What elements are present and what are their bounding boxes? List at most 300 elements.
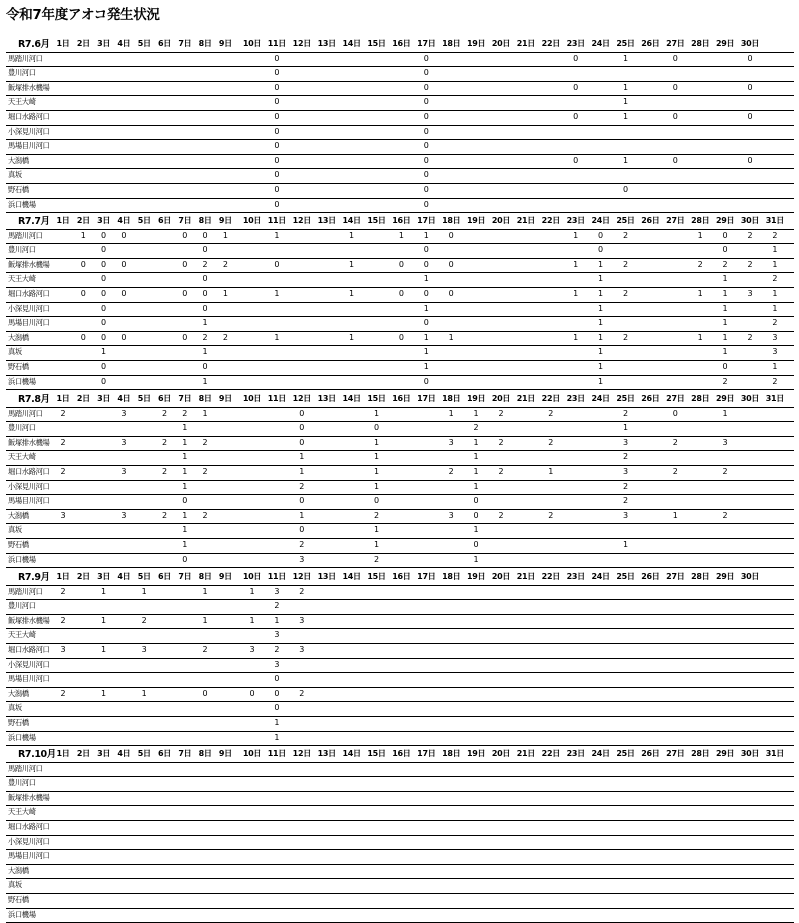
site-name: 飯塚排水機場 — [8, 259, 50, 269]
value-cell: 1 — [373, 539, 380, 549]
value-cell: 0 — [722, 245, 728, 255]
day-header: 13日 — [317, 572, 336, 581]
value-cell: 2 — [622, 481, 629, 491]
value-cell: 1 — [722, 332, 728, 342]
value-cell: 0 — [182, 332, 188, 342]
value-cell: 1 — [182, 452, 188, 462]
day-header: 2日 — [76, 394, 90, 403]
site-name: 大潟橋 — [8, 688, 29, 698]
value-cell: 2 — [299, 481, 305, 491]
month-header-row — [6, 567, 794, 586]
table-row — [6, 111, 794, 126]
day-header: 3日 — [97, 572, 111, 581]
value-cell: 1 — [274, 288, 280, 298]
table-row — [6, 777, 794, 792]
table-row — [6, 481, 794, 496]
value-cell: 1 — [448, 409, 454, 418]
value-cell: 1 — [274, 231, 280, 240]
value-cell: 0 — [299, 525, 305, 535]
table-row — [6, 96, 794, 111]
day-header: 26日 — [641, 572, 660, 581]
value-cell: 0 — [672, 111, 678, 121]
day-header: 10日 — [242, 394, 262, 403]
table-row — [6, 53, 794, 67]
value-cell: 1 — [349, 332, 355, 342]
value-cell: 0 — [182, 259, 188, 269]
value-cell: 1 — [202, 318, 208, 328]
value-cell: 1 — [274, 732, 280, 742]
value-cell: 0 — [274, 82, 280, 92]
day-header: 13日 — [317, 749, 336, 758]
value-cell: 2 — [161, 409, 168, 418]
month-header-row — [6, 744, 794, 763]
value-cell: 0 — [101, 303, 107, 313]
table-row — [6, 437, 794, 452]
value-cell: 1 — [772, 245, 778, 255]
table-row — [6, 763, 794, 777]
value-cell: 2 — [141, 615, 147, 625]
value-cell: 2 — [202, 332, 208, 342]
day-header: 1日 — [56, 749, 70, 758]
value-cell: 2 — [202, 466, 208, 476]
value-cell: 0 — [101, 231, 107, 240]
day-header: 10日 — [242, 216, 262, 225]
value-cell: 0 — [101, 274, 107, 284]
value-cell: 0 — [101, 259, 107, 269]
value-cell: 1 — [722, 318, 728, 328]
day-header: 26日 — [641, 749, 660, 758]
value-cell: 1 — [548, 466, 554, 476]
month-table — [6, 389, 794, 568]
value-cell: 2 — [772, 231, 778, 240]
value-cell: 0 — [202, 688, 208, 698]
day-header: 31日 — [765, 394, 784, 403]
page-title: 令和7年度アオコ発生状況 — [6, 7, 160, 23]
value-cell: 0 — [202, 361, 208, 371]
table-row — [6, 688, 794, 703]
day-header: 11日 — [267, 749, 286, 758]
value-cell: 3 — [249, 644, 255, 654]
table-row — [6, 422, 794, 437]
value-cell: 1 — [182, 437, 188, 447]
value-cell: 0 — [423, 141, 429, 151]
value-cell: 1 — [101, 688, 107, 698]
day-header: 8日 — [198, 39, 212, 48]
value-cell: 0 — [274, 703, 280, 713]
site-name: 飯塚排水機場 — [8, 615, 50, 625]
day-header: 3日 — [97, 394, 111, 403]
value-cell: 1 — [182, 539, 188, 549]
site-name: 豊川河口 — [8, 423, 36, 433]
value-cell: 1 — [473, 409, 479, 418]
value-cell: 0 — [274, 199, 280, 209]
value-cell: 1 — [697, 288, 703, 298]
table-row — [6, 629, 794, 644]
site-name: 馬踏川河口 — [8, 764, 43, 773]
value-cell: 3 — [622, 437, 629, 447]
day-header: 17日 — [417, 749, 436, 758]
value-cell: 0 — [299, 496, 305, 506]
day-header: 24日 — [591, 394, 610, 403]
value-cell: 0 — [423, 155, 429, 165]
value-cell: 0 — [423, 199, 429, 209]
day-header: 26日 — [641, 39, 660, 48]
value-cell: 1 — [722, 288, 728, 298]
value-cell: 1 — [202, 615, 208, 625]
value-cell: 1 — [722, 303, 728, 313]
value-cell: 1 — [274, 717, 280, 727]
value-cell: 1 — [274, 332, 280, 342]
table-row — [6, 554, 794, 569]
day-header: 27日 — [666, 39, 685, 48]
day-header: 22日 — [541, 394, 560, 403]
site-name: 天王大崎 — [8, 274, 36, 284]
value-cell: 1 — [473, 554, 479, 564]
value-cell: 1 — [722, 409, 728, 418]
day-header: 24日 — [591, 749, 610, 758]
value-cell: 0 — [101, 245, 107, 255]
month-header-row — [6, 211, 794, 230]
value-cell: 0 — [121, 288, 127, 298]
value-cell: 0 — [423, 68, 429, 78]
value-cell: 3 — [299, 644, 305, 654]
value-cell: 0 — [473, 539, 479, 549]
day-header: 27日 — [666, 394, 685, 403]
value-cell: 2 — [772, 274, 778, 284]
value-cell: 2 — [161, 510, 168, 520]
day-header: 21日 — [516, 394, 535, 403]
value-cell: 1 — [299, 510, 305, 520]
day-header: 25日 — [616, 394, 635, 403]
day-header: 29日 — [715, 749, 735, 758]
value-cell: 0 — [101, 288, 107, 298]
value-cell: 3 — [274, 659, 280, 669]
value-cell: 0 — [80, 332, 86, 342]
day-header: 15日 — [367, 39, 386, 48]
day-header: 5日 — [137, 394, 151, 403]
value-cell: 0 — [274, 54, 280, 63]
value-cell: 3 — [622, 466, 629, 476]
day-header: 12日 — [292, 572, 311, 581]
site-name: 野石橋 — [8, 894, 29, 904]
site-name: 馬場目川河口 — [8, 496, 50, 506]
day-header: 5日 — [137, 572, 151, 581]
site-name: 馬場目川河口 — [8, 141, 50, 151]
table-row — [6, 317, 794, 332]
site-name: 浜口機場 — [8, 376, 36, 386]
value-cell: 0 — [398, 288, 404, 298]
day-header: 18日 — [442, 216, 461, 225]
value-cell: 1 — [249, 615, 255, 625]
value-cell: 2 — [274, 644, 280, 654]
day-header: 15日 — [367, 572, 386, 581]
day-header: 30日 — [740, 749, 760, 758]
value-cell: 1 — [373, 452, 380, 462]
table-row — [6, 510, 794, 525]
site-name: 天王大崎 — [8, 630, 36, 640]
value-cell: 2 — [747, 231, 753, 240]
site-name: 浜口機場 — [8, 199, 36, 209]
value-cell: 1 — [101, 644, 107, 654]
table-row — [6, 126, 794, 141]
table-row — [6, 865, 794, 880]
day-header: 1日 — [56, 572, 70, 581]
day-header: 17日 — [417, 216, 436, 225]
value-cell: 0 — [274, 97, 280, 107]
value-cell: 1 — [423, 231, 429, 240]
value-cell: 1 — [598, 318, 604, 328]
value-cell: 2 — [448, 466, 454, 476]
value-cell: 2 — [161, 466, 168, 476]
site-name: 野石橋 — [8, 539, 29, 549]
month-label: R7.9月 — [18, 572, 50, 583]
day-header: 18日 — [442, 39, 461, 48]
site-name: 豊川河口 — [8, 778, 36, 788]
value-cell: 0 — [423, 184, 429, 194]
value-cell: 1 — [722, 347, 728, 357]
value-cell: 3 — [622, 510, 629, 520]
day-header: 7日 — [178, 39, 192, 48]
table-row — [6, 702, 794, 717]
day-header: 21日 — [516, 39, 535, 48]
day-header: 10日 — [242, 572, 262, 581]
site-name: 馬場目川河口 — [8, 674, 50, 684]
table-row — [6, 659, 794, 674]
day-header: 24日 — [591, 572, 610, 581]
day-header: 2日 — [76, 39, 90, 48]
value-cell: 0 — [182, 496, 188, 506]
day-header: 3日 — [97, 749, 111, 758]
day-header: 14日 — [342, 572, 361, 581]
value-cell: 1 — [722, 274, 728, 284]
value-cell: 1 — [423, 332, 429, 342]
site-name: 浜口機場 — [8, 554, 36, 564]
value-cell: 1 — [772, 288, 778, 298]
value-cell: 1 — [222, 231, 228, 240]
value-cell: 2 — [747, 332, 753, 342]
value-cell: 2 — [622, 332, 629, 342]
day-header: 2日 — [76, 216, 90, 225]
table-row — [6, 451, 794, 466]
day-header: 10日 — [242, 749, 262, 758]
value-cell: 0 — [672, 409, 678, 418]
value-cell: 2 — [772, 376, 778, 386]
value-cell: 1 — [299, 452, 305, 462]
value-cell: 1 — [349, 288, 355, 298]
day-header: 8日 — [198, 216, 212, 225]
site-name: 堀口水路河口 — [8, 821, 50, 831]
day-header: 24日 — [591, 216, 610, 225]
value-cell: 2 — [722, 510, 728, 520]
site-name: 豊川河口 — [8, 245, 36, 255]
value-cell: 2 — [60, 437, 66, 447]
value-cell: 1 — [373, 437, 380, 447]
value-cell: 1 — [182, 466, 188, 476]
table-row — [6, 184, 794, 199]
value-cell: 1 — [598, 376, 604, 386]
day-header: 12日 — [292, 394, 311, 403]
day-header: 19日 — [466, 216, 486, 225]
site-name: 真坂 — [8, 347, 22, 357]
site-name: 大潟橋 — [8, 332, 29, 342]
site-name: 真坂 — [8, 703, 22, 713]
value-cell: 0 — [249, 688, 255, 698]
day-header: 18日 — [442, 394, 461, 403]
day-header: 14日 — [342, 394, 361, 403]
value-cell: 1 — [423, 361, 429, 371]
day-header: 30日 — [740, 216, 760, 225]
day-header: 31日 — [765, 216, 784, 225]
table-row — [6, 155, 794, 170]
day-header: 22日 — [541, 572, 560, 581]
table-row — [6, 894, 794, 909]
value-cell: 0 — [423, 318, 429, 328]
table-row — [6, 821, 794, 836]
value-cell: 0 — [202, 303, 208, 313]
table-row — [6, 346, 794, 361]
value-cell: 0 — [274, 141, 280, 151]
value-cell: 2 — [222, 259, 228, 269]
value-cell: 1 — [622, 155, 629, 165]
value-cell: 1 — [80, 231, 86, 240]
table-row — [6, 850, 794, 865]
value-cell: 0 — [373, 423, 380, 433]
day-header: 29日 — [715, 216, 735, 225]
value-cell: 2 — [222, 332, 228, 342]
day-header: 31日 — [765, 749, 784, 758]
day-header: 28日 — [691, 572, 710, 581]
day-header: 19日 — [466, 572, 486, 581]
site-name: 野石橋 — [8, 184, 29, 194]
value-cell: 0 — [398, 332, 404, 342]
value-cell: 2 — [161, 437, 168, 447]
value-cell: 2 — [274, 601, 280, 611]
site-name: 豊川河口 — [8, 68, 36, 78]
table-row — [6, 408, 794, 422]
value-cell: 3 — [274, 630, 280, 640]
day-header: 27日 — [666, 572, 685, 581]
value-cell: 3 — [772, 332, 778, 342]
site-name: 馬場目川河口 — [8, 318, 50, 328]
value-cell: 2 — [722, 259, 728, 269]
site-name: 馬踏川河口 — [8, 587, 43, 596]
value-cell: 1 — [373, 409, 380, 418]
table-row — [6, 230, 794, 244]
table-row — [6, 303, 794, 318]
value-cell: 2 — [498, 510, 504, 520]
day-header: 10日 — [242, 39, 262, 48]
site-name: 飯塚排水機場 — [8, 437, 50, 447]
table-row — [6, 169, 794, 184]
value-cell: 3 — [121, 510, 127, 520]
value-cell: 3 — [121, 409, 127, 418]
value-cell: 2 — [299, 688, 305, 698]
day-header: 1日 — [56, 394, 70, 403]
site-name: 大潟橋 — [8, 155, 29, 165]
value-cell: 0 — [101, 332, 107, 342]
value-cell: 1 — [141, 688, 147, 698]
value-cell: 0 — [448, 288, 454, 298]
value-cell: 2 — [548, 437, 554, 447]
site-name: 野石橋 — [8, 361, 29, 371]
value-cell: 1 — [448, 332, 454, 342]
day-header: 19日 — [466, 749, 486, 758]
value-cell: 2 — [622, 231, 629, 240]
value-cell: 1 — [274, 615, 280, 625]
day-header: 23日 — [566, 572, 585, 581]
value-cell: 0 — [182, 231, 188, 240]
site-name: 飯塚排水機場 — [8, 792, 50, 802]
day-header: 9日 — [218, 39, 232, 48]
day-header: 11日 — [267, 394, 286, 403]
day-header: 22日 — [541, 216, 560, 225]
value-cell: 1 — [697, 231, 703, 240]
value-cell: 3 — [299, 554, 305, 564]
value-cell: 2 — [60, 587, 66, 596]
value-cell: 0 — [598, 245, 604, 255]
value-cell: 1 — [202, 376, 208, 386]
day-header: 28日 — [691, 216, 710, 225]
day-header: 16日 — [392, 216, 411, 225]
day-header: 22日 — [541, 39, 560, 48]
value-cell: 1 — [473, 437, 479, 447]
value-cell: 0 — [423, 170, 429, 180]
day-header: 7日 — [178, 572, 192, 581]
day-header: 15日 — [367, 394, 386, 403]
value-cell: 0 — [274, 111, 280, 121]
value-cell: 0 — [274, 184, 280, 194]
value-cell: 0 — [573, 54, 579, 63]
day-header: 20日 — [491, 572, 511, 581]
value-cell: 1 — [101, 615, 107, 625]
value-cell: 1 — [473, 452, 479, 462]
value-cell: 3 — [299, 615, 305, 625]
value-cell: 1 — [249, 587, 255, 596]
value-cell: 0 — [274, 688, 280, 698]
day-header: 9日 — [218, 749, 232, 758]
day-header: 16日 — [392, 394, 411, 403]
value-cell: 0 — [622, 184, 629, 194]
day-header: 1日 — [56, 216, 70, 225]
table-row — [6, 361, 794, 376]
value-cell: 0 — [473, 496, 479, 506]
table-row — [6, 273, 794, 288]
value-cell: 1 — [222, 288, 228, 298]
value-cell: 1 — [622, 423, 629, 433]
month-label: R7.7月 — [18, 216, 50, 227]
value-cell: 1 — [398, 231, 404, 240]
value-cell: 1 — [182, 525, 188, 535]
value-cell: 0 — [423, 376, 429, 386]
value-cell: 3 — [274, 587, 280, 596]
value-cell: 2 — [772, 318, 778, 328]
day-header: 4日 — [117, 216, 131, 225]
value-cell: 3 — [141, 644, 147, 654]
value-cell: 1 — [622, 111, 629, 121]
day-header: 20日 — [491, 749, 511, 758]
value-cell: 0 — [373, 496, 380, 506]
value-cell: 2 — [622, 452, 629, 462]
value-cell: 0 — [672, 82, 678, 92]
day-header: 4日 — [117, 749, 131, 758]
value-cell: 2 — [498, 466, 504, 476]
value-cell: 1 — [598, 288, 604, 298]
table-row — [6, 806, 794, 821]
day-header: 30日 — [740, 572, 760, 581]
day-header: 6日 — [158, 394, 171, 403]
value-cell: 0 — [101, 318, 107, 328]
month-table — [6, 744, 794, 923]
